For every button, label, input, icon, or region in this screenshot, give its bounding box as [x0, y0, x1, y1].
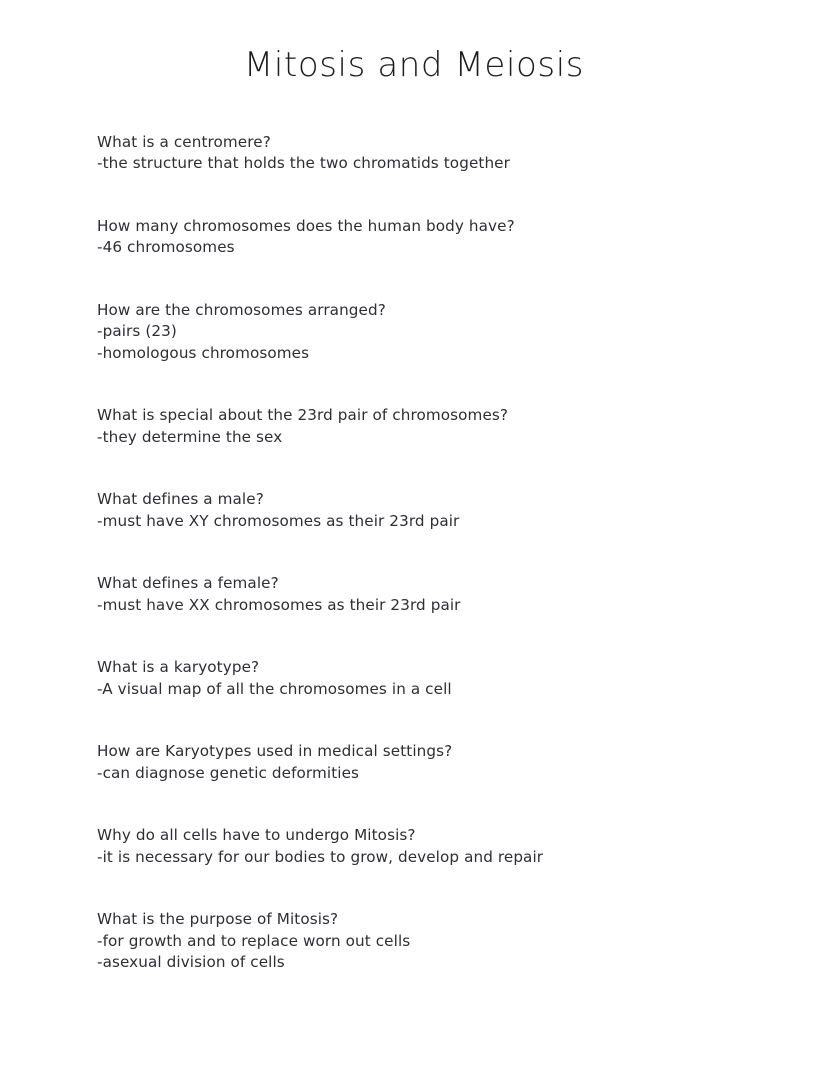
answer-text: -homologous chromosomes — [97, 343, 310, 362]
question-text: What defines a male? — [97, 490, 264, 509]
question-text: What is a karyotype? — [97, 658, 260, 677]
answer-text: -A visual map of all the chromosomes in a cell — [97, 679, 452, 698]
qa-block — [97, 300, 768, 365]
question-text: How many chromosomes does the human body have? — [97, 216, 515, 235]
page-title: Mitosis and Meiosis — [243, 45, 585, 85]
question-answer-list — [0, 132, 828, 974]
answer-text: -46 chromosomes — [97, 238, 235, 257]
qa-block — [97, 909, 768, 974]
answer-text: -they determine the sex — [97, 427, 283, 446]
qa-block — [97, 741, 768, 784]
qa-block — [97, 825, 768, 868]
answer-text: -for growth and to replace worn out cells — [97, 931, 411, 950]
answer-text: -can diagnose genetic deformities — [97, 763, 360, 782]
answer-text: -asexual division of cells — [97, 953, 285, 972]
answer-text: -the structure that holds the two chromatids together — [97, 154, 510, 173]
answer-text: -pairs (23) — [97, 322, 177, 341]
question-text: How are Karyotypes used in medical settings? — [97, 742, 453, 761]
answer-text: -must have XY chromosomes as their 23rd pair — [97, 511, 460, 530]
answer-text: -it is necessary for our bodies to grow, develop and repair — [97, 847, 544, 866]
qa-block — [97, 657, 768, 700]
qa-block — [97, 573, 768, 616]
question-text: Why do all cells have to undergo Mitosis? — [97, 826, 416, 845]
qa-block — [97, 216, 768, 259]
qa-block — [97, 489, 768, 532]
question-text: How are the chromosomes arranged? — [97, 300, 386, 319]
answer-text: -must have XX chromosomes as their 23rd pair — [97, 595, 461, 614]
question-text: What is a centromere? — [97, 132, 271, 151]
qa-block — [97, 405, 768, 448]
qa-block — [97, 132, 768, 175]
question-text: What is special about the 23rd pair of chromosomes? — [97, 406, 509, 425]
question-text: What defines a female? — [97, 574, 279, 593]
question-text: What is the purpose of Mitosis? — [97, 910, 339, 929]
